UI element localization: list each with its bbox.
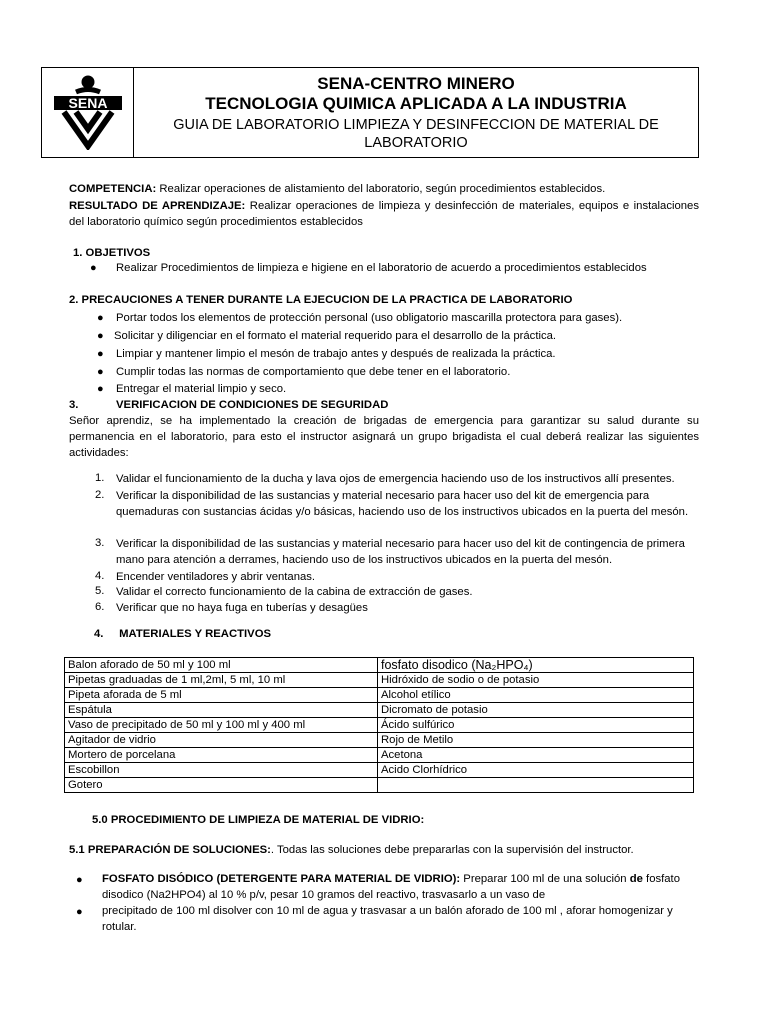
reactivo-cell: Alcohol etílico <box>378 688 694 703</box>
table-row <box>65 673 694 688</box>
material-cell: Pipeta aforada de 5 ml <box>65 688 378 703</box>
resultado-paragraph <box>69 198 699 230</box>
sena-logo <box>52 74 124 150</box>
table-row <box>65 718 694 733</box>
header-title-3: GUIA DE LABORATORIO LIMPIEZA Y DESINFECCION DE MATERIAL DE LABORATORIO <box>173 117 659 151</box>
fosfato-de: de <box>629 873 643 885</box>
seguridad-item: Validar el funcionamiento de la ducha y lava ojos de emergencia haciendo uso de los instructivos allí presentes. <box>116 473 675 485</box>
precauciones-title: 2. PRECAUCIONES A TENER DURANTE LA EJECUCION DE LA PRACTICA DE LABORATORIO <box>69 294 573 306</box>
bullet-icon: ● <box>76 874 83 886</box>
seguridad-intro: Señor aprendiz, se ha implementado la creación de brigadas de emergencia para garantizar su salud durante su permanencia en el laboratorio, para esto el instructor asignará un grupo brigadista el cual deberá realizar las siguientes actividades: <box>69 415 699 459</box>
reactivo-cell: Rojo de Metilo <box>378 733 694 748</box>
header-title-2: TECNOLOGIA QUIMICA APLICADA A LA INDUSTRIA <box>205 94 627 113</box>
material-cell: Pipetas graduadas de 1 ml,2ml, 5 ml, 10 ml <box>65 673 378 688</box>
seguridad-item: Verificar que no haya fuga en tuberías y desagües <box>116 602 368 614</box>
seguridad-item: Verificar la disponibilidad de las sustancias y material necesario para hacer uso del kit de emergencia para quemaduras con sustancias ácidas y/o básicas, haciendo uso de los instructivos ubicados en la puerta del mesón. <box>116 490 689 518</box>
list-number: 2. <box>95 489 105 501</box>
material-cell: Gotero <box>65 778 378 793</box>
material-cell: Vaso de precipitado de 50 ml y 100 ml y 400 ml <box>65 718 378 733</box>
preparacion-label: 5.1 PREPARACIÓN DE SOLUCIONES: <box>69 844 271 856</box>
table-row <box>65 658 694 673</box>
list-number: 3. <box>95 537 105 549</box>
precaucion-item: Limpiar y mantener limpio el mesón de trabajo antes y después de realizada la práctica. <box>116 348 556 360</box>
preparacion-line <box>69 842 709 858</box>
reactivo-cell <box>378 778 694 793</box>
resultado-text: Realizar operaciones de limpieza y desinfección de materiales, equipos e instalaciones del laboratorio químico según procedimientos establecidos <box>69 200 699 228</box>
list-number: 1. <box>95 472 105 484</box>
reactivo-cell: Acido Clorhídrico <box>378 763 694 778</box>
precaucion-item: Entregar el material limpio y seco. <box>116 383 287 395</box>
reactivo-cell: Ácido sulfúrico <box>378 718 694 733</box>
material-cell: Espátula <box>65 703 378 718</box>
table-row <box>65 763 694 778</box>
seguridad-item: Verificar la disponibilidad de las sustancias y material necesario para hacer uso del kit de contingencia de primera mano para atención a derrames, haciendo uso de los instructivos ubicados en la puerta del mesón. <box>116 538 685 566</box>
bullet-icon: ● <box>97 312 104 324</box>
seguridad-item: Encender ventiladores y abrir ventanas. <box>116 571 316 583</box>
header-title-1: SENA-CENTRO MINERO <box>317 74 515 93</box>
seguridad-title: VERIFICACION DE CONDICIONES DE SEGURIDAD <box>116 399 389 411</box>
list-number: 6. <box>95 601 105 613</box>
resultado-label: RESULTADO DE APRENDIZAJE: <box>69 200 246 212</box>
seguridad-number: 3. <box>69 399 79 411</box>
header-titles <box>134 68 698 152</box>
material-cell: Mortero de porcelana <box>65 748 378 763</box>
logo-text: SENA <box>68 95 108 111</box>
list-number: 5. <box>95 585 105 597</box>
table-row <box>65 778 694 793</box>
materiales-title: 4. MATERIALES Y REACTIVOS <box>94 628 272 640</box>
precaucion-item: Portar todos los elementos de protección personal (uso obligatorio mascarilla protectora para gases). <box>116 312 623 324</box>
table-row <box>65 703 694 718</box>
reactivo-cell: Hidróxido de sodio o de potasio <box>378 673 694 688</box>
precaucion-item: Cumplir todas las normas de comportamiento que debe tener en el laboratorio. <box>116 366 511 378</box>
fosfato-label: FOSFATO DISÓDICO (DETERGENTE PARA MATERIAL DE VIDRIO): <box>102 873 461 885</box>
fosfato-paragraph <box>102 871 702 903</box>
preparacion-text: . Todas las soluciones debe prepararlas con la supervisión del instructor. <box>270 844 634 856</box>
competencia-text: Realizar operaciones de alistamiento del laboratorio, según procedimientos establecidos. <box>156 183 606 195</box>
bullet-icon: ● <box>97 330 104 342</box>
bullet-icon: ● <box>97 348 104 360</box>
logo-cell <box>42 68 134 157</box>
seguridad-item: Validar el correcto funcionamiento de la cabina de extracción de gases. <box>116 586 473 598</box>
competencia-label: COMPETENCIA: <box>69 183 157 195</box>
bullet-icon: ● <box>76 906 83 918</box>
reactivo-cell: Dicromato de potasio <box>378 703 694 718</box>
reactivo-cell: fosfato disodico (Na₂HPO₄) <box>378 658 694 673</box>
bullet-icon: ● <box>97 366 104 378</box>
fosfato-text-1: Preparar 100 ml de una solución <box>460 873 630 885</box>
table-row <box>65 748 694 763</box>
material-cell: Agitador de vidrio <box>65 733 378 748</box>
fosfato-text-2: fosfato disodico (Na2HPO4) al 10 % p/v, pesar 10 gramos del reactivo, trasvasarlo a un vaso de <box>102 873 680 901</box>
objetivo-item: Realizar Procedimientos de limpieza e higiene en el laboratorio de acuerdo a procedimientos establecidos <box>116 262 647 274</box>
bullet-icon: ● <box>90 262 97 274</box>
fosfato-paragraph-2: precipitado de 100 ml disolver con 10 ml de agua y trasvasar a un balón aforado de 100 ml , aforar homogenizar y rotular. <box>102 905 673 933</box>
reactivo-cell: Acetona <box>378 748 694 763</box>
objetivos-title: 1. OBJETIVOS <box>73 247 151 259</box>
table-row <box>65 688 694 703</box>
materiales-table <box>64 657 694 793</box>
material-cell: Balon aforado de 50 ml y 100 ml <box>65 658 378 673</box>
bullet-icon: ● <box>97 383 104 395</box>
material-cell: Escobillon <box>65 763 378 778</box>
document-header <box>41 67 699 158</box>
list-number: 4. <box>95 570 105 582</box>
precaucion-item: Solicitar y diligenciar en el formato el material requerido para el desarrollo de la práctica. <box>114 330 557 342</box>
procedimiento-title: 5.0 PROCEDIMIENTO DE LIMPIEZA DE MATERIAL DE VIDRIO: <box>92 814 425 826</box>
competencia-line <box>69 181 699 197</box>
table-row <box>65 733 694 748</box>
